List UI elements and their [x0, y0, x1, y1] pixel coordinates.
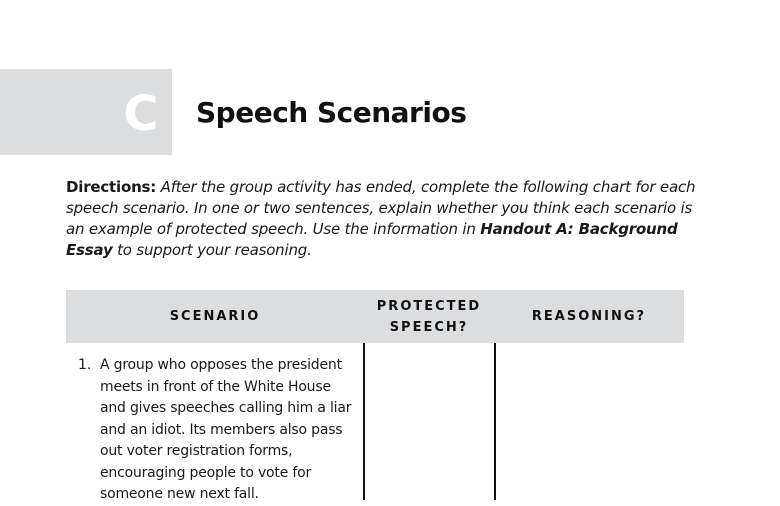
- scenario-text: A group who opposes the president meets in front of the White House and gives speeches calling him a liar and an idiot. Its members also pass out voter registration forms, encouraging people to vote for someone new next fall.: [100, 357, 352, 502]
- header-reasoning: REASONING?: [531, 309, 647, 324]
- protected-speech-answer-cell[interactable]: [365, 343, 494, 500]
- section-letter: C: [123, 86, 159, 142]
- header-protected-speech-label: PROTECTED SPEECH?: [376, 298, 482, 335]
- scenario-number: 1.: [78, 357, 92, 373]
- directions-text-after: to support your reasoning.: [112, 241, 312, 259]
- directions-lead: Directions:: [66, 178, 157, 196]
- header-protected-speech: [364, 290, 494, 343]
- page-title: Speech Scenarios: [196, 96, 467, 129]
- handout-reference: Handout A: Background Essay: [66, 220, 678, 259]
- header-scenario: SCENARIO: [169, 309, 261, 324]
- reasoning-answer-cell[interactable]: [496, 343, 684, 500]
- directions-paragraph: [66, 177, 706, 261]
- table-header: [66, 290, 684, 343]
- directions-text-before: After the group activity has ended, complete the following chart for each speech scenario. In one or two sentences, explain whether you think each scenario is an example of protected speech. Use the information in: [66, 178, 696, 238]
